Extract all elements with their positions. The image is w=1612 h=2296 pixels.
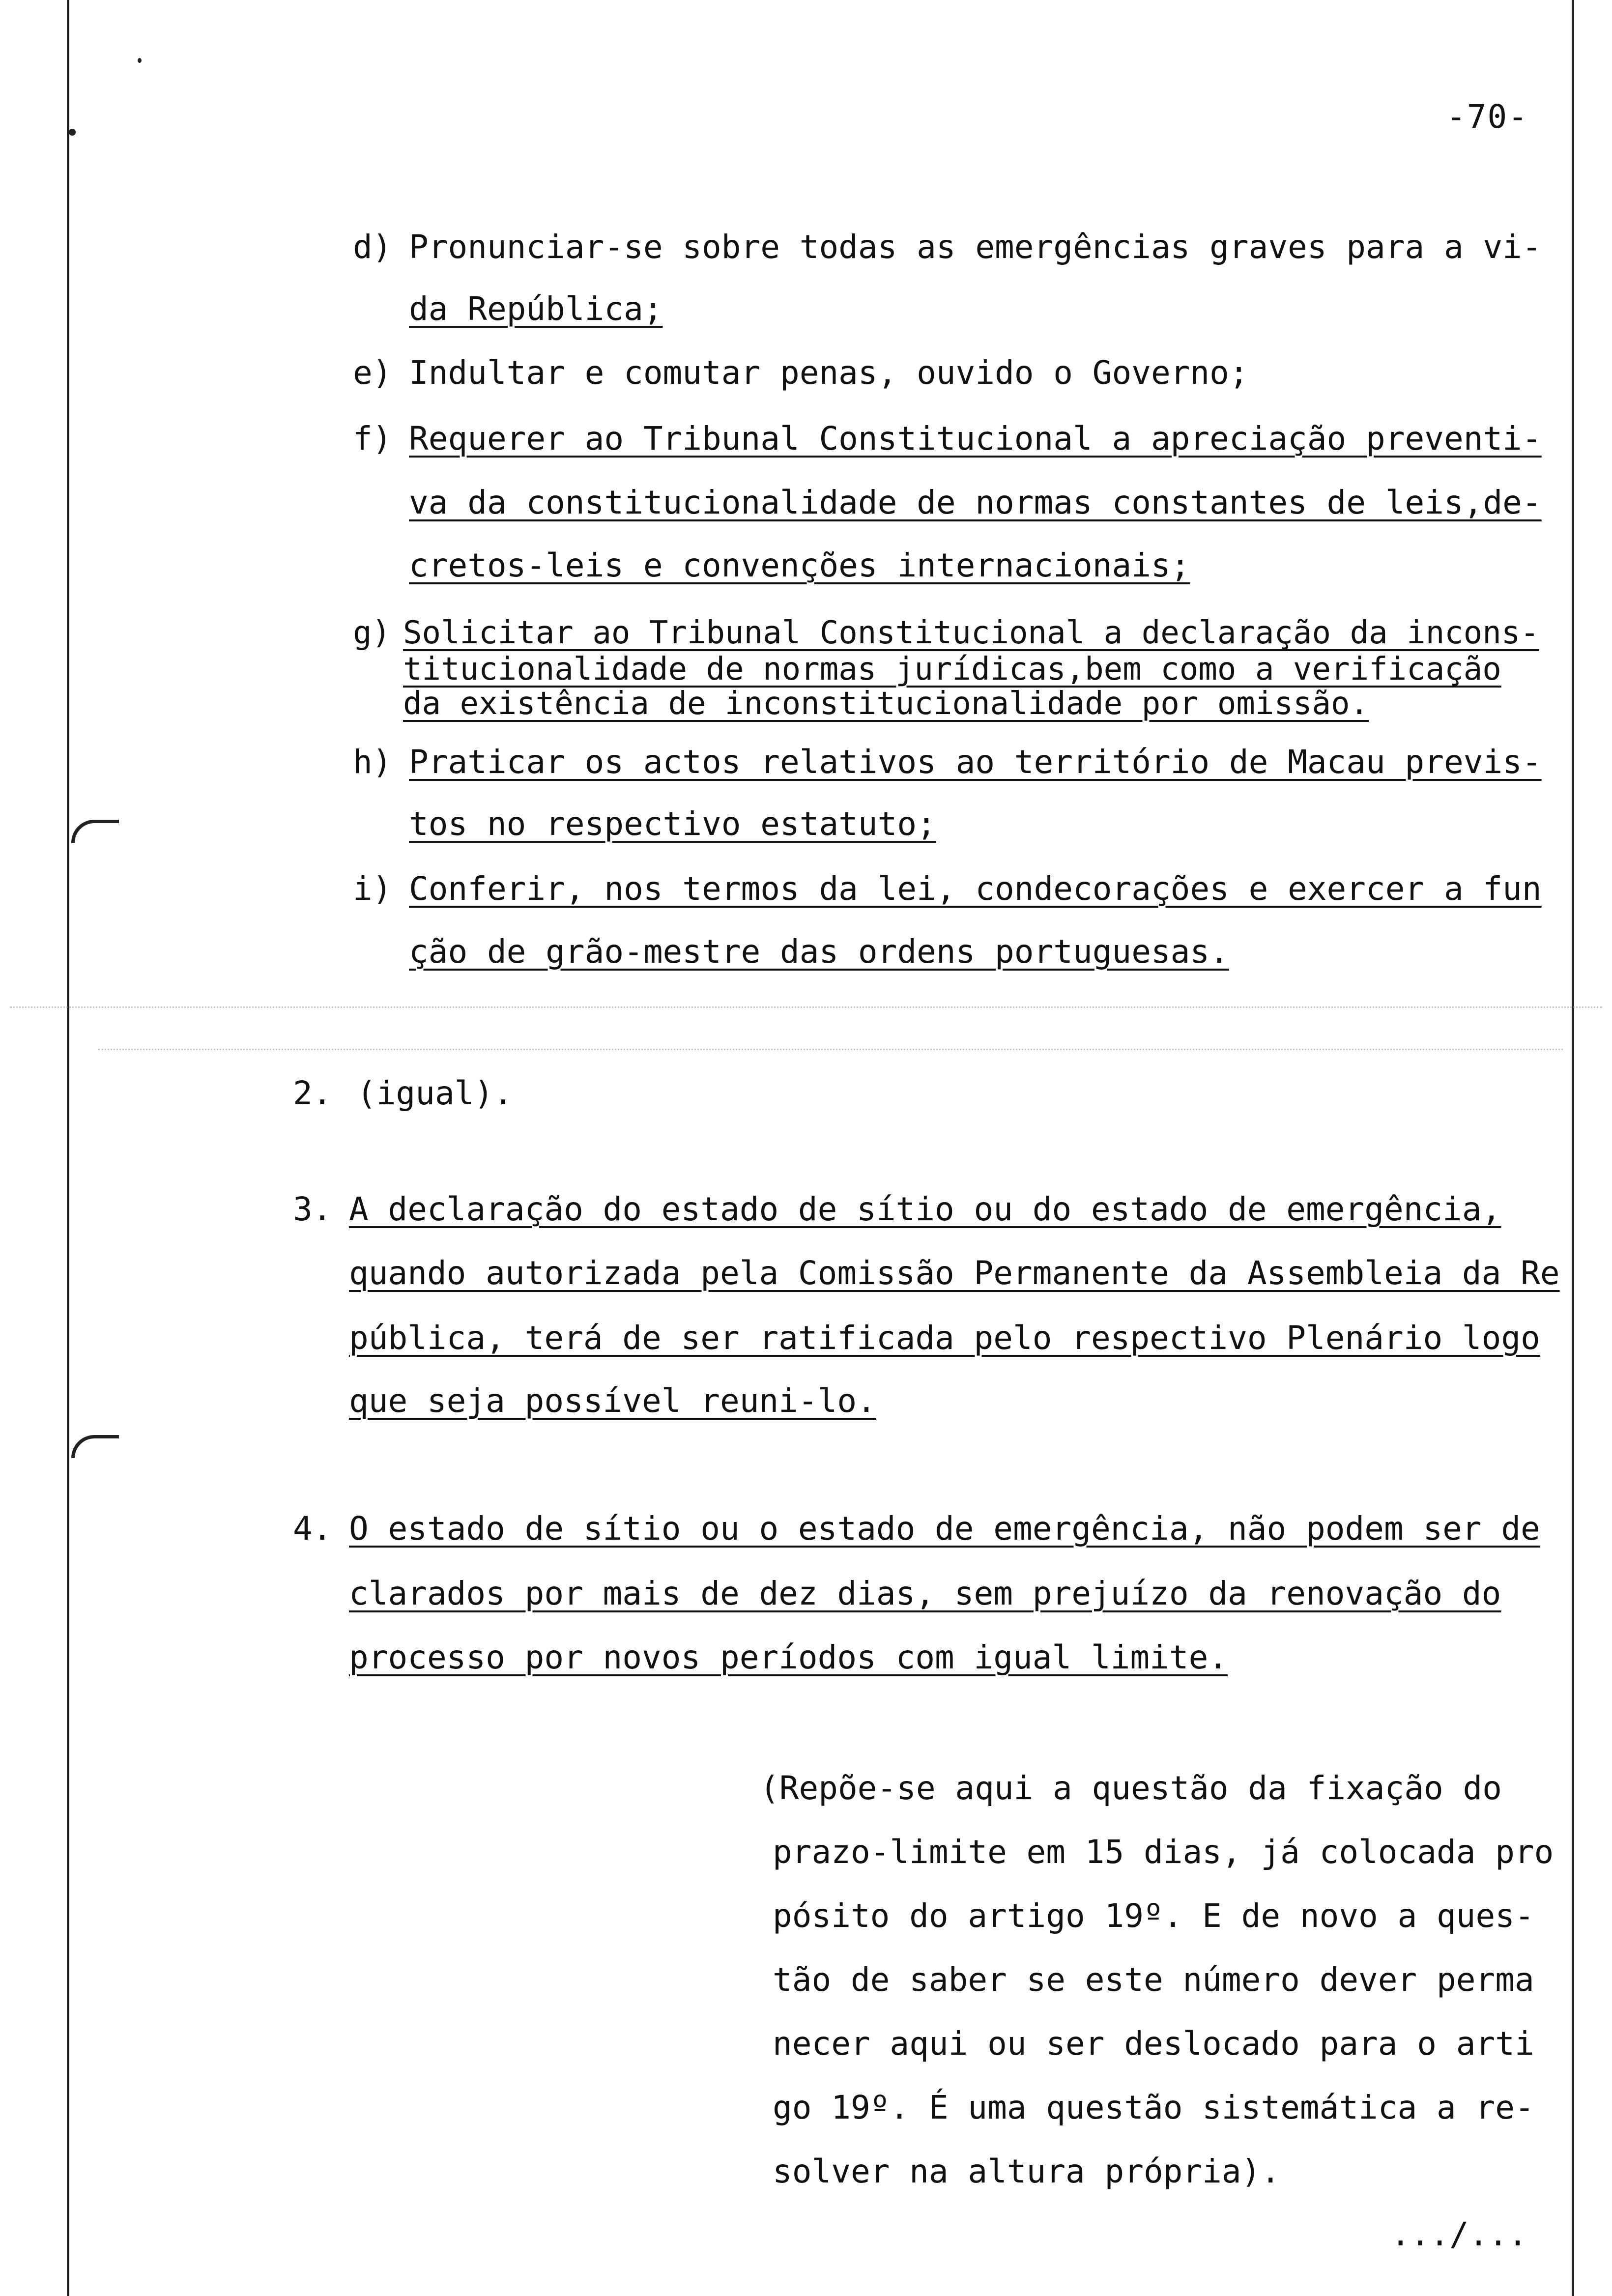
subitem-label-d: d) [353,228,392,266]
subitem-d-line-2: da República; [409,290,663,328]
subitem-label-g: g) [353,615,391,651]
subitem-g-line-1: Solicitar ao Tribunal Constitucional a declaração da incons- [403,615,1539,651]
subitem-label-f: f) [353,420,392,458]
note-line-3: pósito do artigo 19º. E de novo a ques- [773,1897,1534,1935]
margin-bracket-mark [71,820,119,843]
item-label-3: 3. [293,1190,332,1228]
subitem-label-i: i) [353,870,392,908]
subitem-e-line-1: Indultar e comutar penas, ouvido o Governo; [409,354,1249,392]
subitem-h-line-2: tos no respectivo estatuto; [409,805,936,843]
note-line-6: go 19º. É uma questão sistemática a re- [773,2089,1534,2126]
ink-speck [138,58,142,63]
item-3-line-3: pública, terá de ser ratificada pelo respectivo Plenário logo [349,1319,1540,1357]
left-binding-line [67,0,69,2296]
subitem-label-h: h) [353,743,392,781]
subitem-h-line-1: Praticar os actos relativos ao território de Macau previs- [409,743,1542,781]
scan-noise [98,1049,1563,1055]
item-4-line-1: O estado de sítio ou o estado de emergência, não podem ser de [349,1510,1540,1548]
right-margin-line [1572,0,1574,2296]
item-4-line-3: processo por novos períodos com igual limite. [349,1638,1228,1676]
subitem-g-line-3: da existência de inconstitucionalidade por omissão. [403,686,1369,722]
note-line-1: (Repõe-se aqui a questão da fixação do [760,1769,1502,1807]
subitem-g-line-2: titucionalidade de normas jurídicas,bem como a verificação [403,651,1501,688]
subitem-f-line-3: cretos-leis e convenções internacionais; [409,546,1190,584]
ink-dot [69,129,76,136]
item-3-line-2: quando autorizada pela Comissão Permanente da Assembleia da Re [349,1254,1560,1292]
subitem-i-line-1: Conferir, nos termos da lei, condecorações e exercer a fun [409,870,1542,908]
subitem-label-e: e) [353,354,392,392]
item-label-4: 4. [293,1510,332,1548]
item-3-line-4: que seja possível reuni-lo. [349,1382,876,1420]
page-number: -70- [1446,98,1528,136]
subitem-d-line-1: Pronunciar-se sobre todas as emergências graves para a vi- [409,228,1542,266]
subitem-i-line-2: ção de grão-mestre das ordens portuguesas. [409,933,1229,971]
continuation-mark: .../... [1390,2215,1527,2253]
note-line-5: necer aqui ou ser deslocado para o arti [773,2025,1534,2063]
note-line-4: tão de saber se este número dever perma [773,1961,1534,1999]
subitem-f-line-1: Requerer ao Tribunal Constitucional a apreciação preventi- [409,420,1542,458]
scan-noise [10,1006,1602,1013]
margin-bracket-mark [71,1435,119,1458]
subitem-f-line-2: va da constitucionalidade de normas constantes de leis,de- [409,484,1542,521]
note-line-2: prazo-limite em 15 dias, já colocada pro [773,1833,1554,1871]
item-3-line-1: A declaração do estado de sítio ou do estado de emergência, [349,1190,1501,1228]
note-line-7: solver na altura própria). [773,2152,1281,2190]
item-2-text: (igual). [357,1074,513,1112]
item-4-line-2: clarados por mais de dez dias, sem prejuízo da renovação do [349,1575,1501,1612]
item-label-2: 2. [293,1074,332,1112]
